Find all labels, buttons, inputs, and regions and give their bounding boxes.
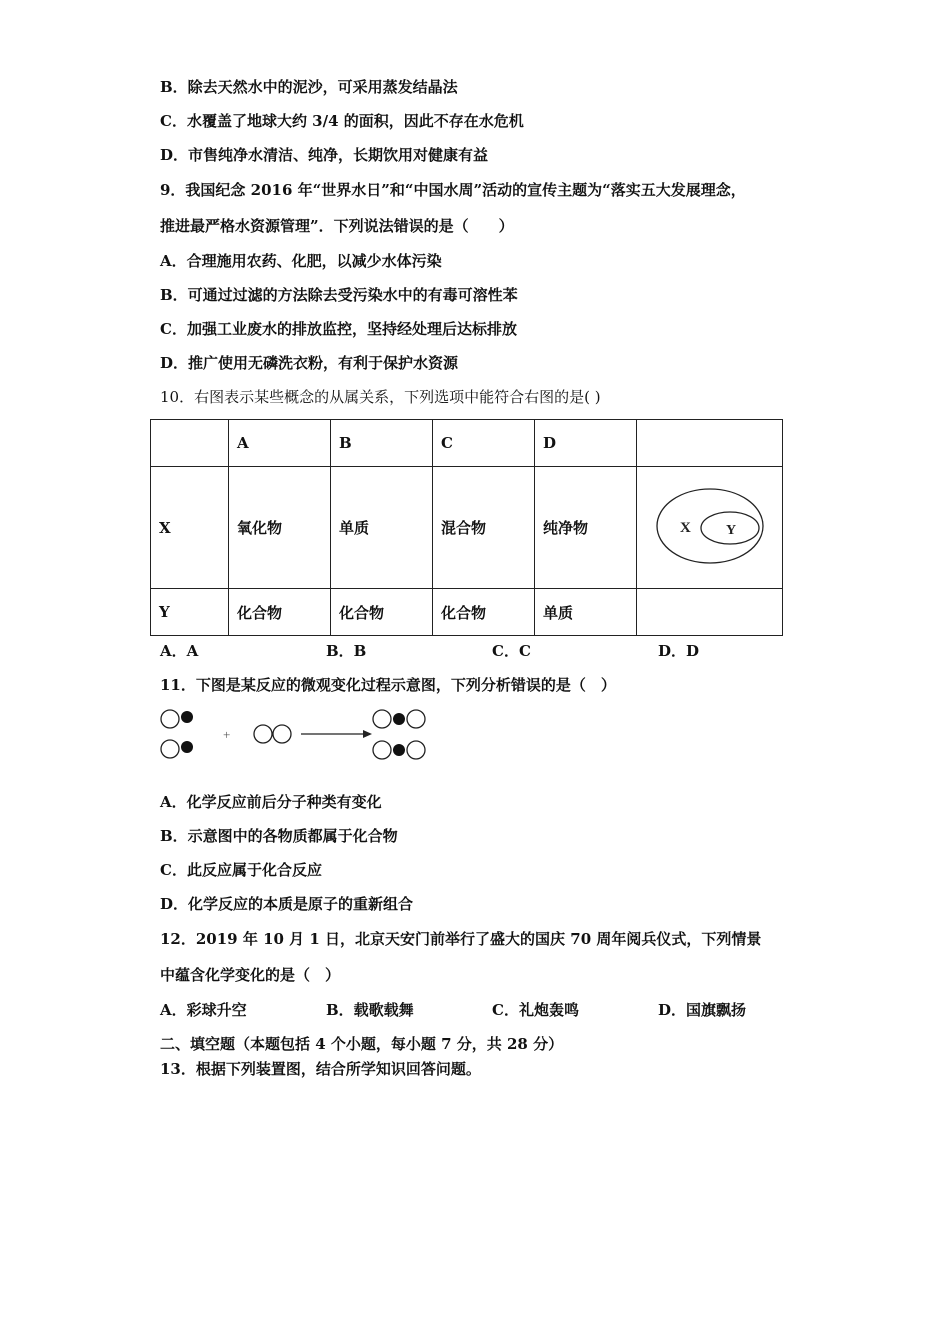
q9-option-c: C．加强工业废水的排放监控，坚持经处理后达标排放	[160, 320, 517, 338]
q10-concept-table	[150, 419, 783, 636]
table-cell: X	[151, 467, 229, 589]
reactant-molecule	[161, 740, 193, 758]
q8-option-d: D．市售纯净水清洁、纯净，长期饮用对健康有益	[160, 146, 489, 164]
table-cell: 化合物	[433, 589, 535, 636]
table-cell: 单质	[331, 467, 433, 589]
q8-option-c: C．水覆盖了地球大约 3/4 的面积，因此不存在水危机	[160, 112, 524, 130]
q9-option-a: A．合理施用农药、化肥，以减少水体污染	[160, 252, 442, 270]
table-cell: 单质	[535, 589, 637, 636]
product-molecule	[373, 741, 425, 759]
q9-stem-line-1: 9．我国纪念 2016 年“世界水日”和“中国水周”活动的宣传主题为“落实五大发展理念，	[160, 181, 746, 199]
table-row-x	[151, 467, 783, 589]
product-molecule	[373, 710, 425, 728]
venn-label-y: Y	[725, 522, 736, 538]
q10-options	[160, 640, 699, 662]
q10-option-c: C．C	[492, 642, 531, 660]
table-cell: D	[535, 420, 637, 467]
q11-option-a: A．化学反应前后分子种类有变化	[160, 793, 382, 811]
q10-option-b: B．B	[326, 642, 367, 660]
reaction-arrow	[301, 730, 372, 738]
q12-option-b: B．载歌载舞	[326, 1001, 414, 1019]
reactant-molecule-diatomic	[254, 725, 291, 743]
q12-stem-line-1: 12．2019 年 10 月 1 日，北京天安门前举行了盛大的国庆 70 周年阅兵仪式，下列情景	[160, 930, 762, 948]
table-cell: 化合物	[229, 589, 331, 636]
table-cell: 混合物	[433, 467, 535, 589]
table-cell	[637, 420, 783, 467]
table-cell: B	[331, 420, 433, 467]
outer-ellipse	[657, 489, 763, 563]
venn-label-x: X	[679, 519, 691, 536]
q11-stem: 11．下图是某反应的微观变化过程示意图，下列分析错误的是（ ）	[160, 676, 616, 694]
q12-stem-line-2: 中蕴含化学变化的是（ ）	[160, 966, 341, 984]
q9-option-b: B．可通过过滤的方法除去受污染水中的有毒可溶性苯	[160, 286, 518, 304]
plus-sign: +	[223, 727, 231, 742]
table-cell: 氧化物	[229, 467, 331, 589]
reaction-diagram	[158, 704, 438, 766]
table-cell: Y	[151, 589, 229, 636]
q11-option-d: D．化学反应的本质是原子的重新组合	[160, 895, 414, 913]
q9-stem-line-2: 推进最严格水资源管理”．下列说法错误的是（ ）	[160, 217, 514, 235]
q12-option-c: C．礼炮轰鸣	[492, 1001, 579, 1019]
q10-option-a: A．A	[160, 642, 199, 660]
venn-diagram-cell	[637, 467, 783, 589]
q10-option-d: D．D	[658, 642, 700, 660]
q12-options	[160, 999, 746, 1021]
venn-diagram	[650, 481, 770, 571]
section-2-title: 二、填空题（本题包括 4 个小题，每小题 7 分，共 28 分）	[160, 1035, 564, 1053]
q12-option-a: A．彩球升空	[160, 1001, 247, 1019]
table-cell: 化合物	[331, 589, 433, 636]
q11-option-b: B．示意图中的各物质都属于化合物	[160, 827, 398, 845]
q13-stem: 13．根据下列装置图，结合所学知识回答问题。	[160, 1060, 481, 1078]
table-cell: A	[229, 420, 331, 467]
table-cell: C	[433, 420, 535, 467]
table-cell: 纯净物	[535, 467, 637, 589]
q11-option-c: C．此反应属于化合反应	[160, 861, 322, 879]
table-cell	[637, 589, 783, 636]
q10-stem: 10．右图表示某些概念的从属关系，下列选项中能符合右图的是( )	[160, 388, 601, 406]
q8-option-b: B．除去天然水中的泥沙，可采用蒸发结晶法	[160, 78, 458, 96]
table-row-y	[151, 589, 783, 636]
reactant-molecule	[161, 710, 193, 728]
table-cell	[151, 420, 229, 467]
table-header-row	[151, 420, 783, 467]
q9-option-d: D．推广使用无磷洗衣粉，有利于保护水资源	[160, 354, 459, 372]
q12-option-d: D．国旗飘扬	[658, 1001, 747, 1019]
